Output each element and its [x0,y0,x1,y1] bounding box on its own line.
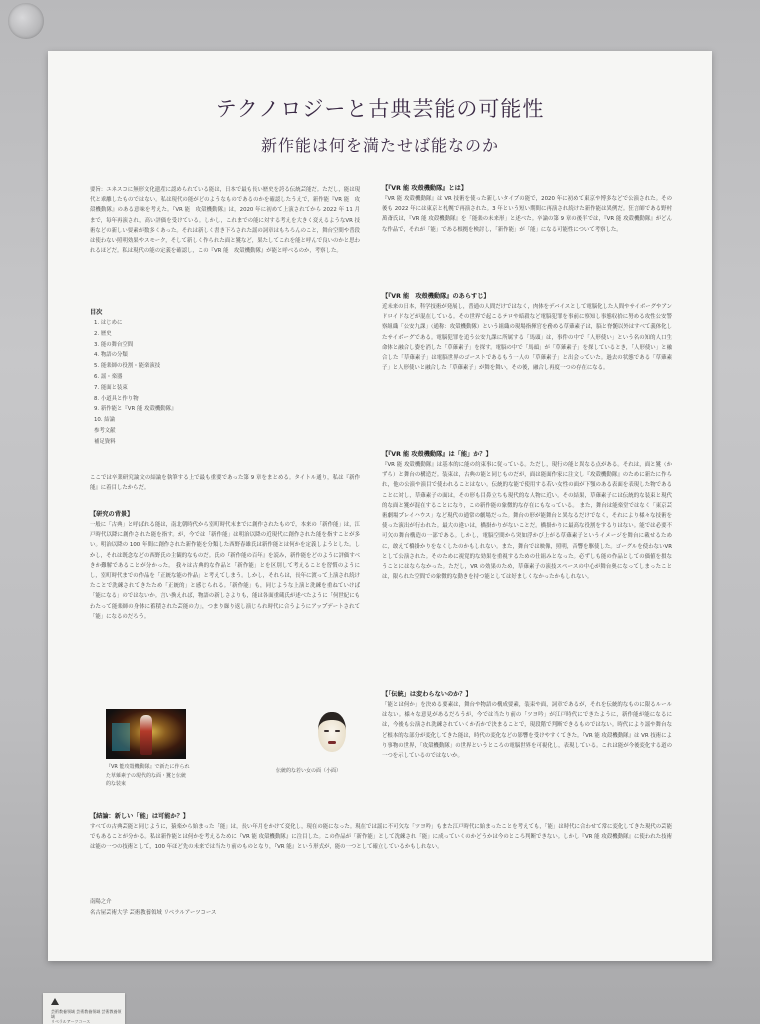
is-noh-heading: 【『VR 能 攻殻機動隊』は「能」か？】 [382,451,492,458]
wall-label-line1: 芸術教養領域 芸術教養領域 芸術教養領域 [51,1009,122,1019]
poster-subtitle: 新作能は何を満たせば能なのか [260,136,499,155]
background-section [90,509,360,622]
toc-heading: 目次 [90,309,103,316]
tradition-text: 「能とは何か」を決める要素は，舞台や物語の構成要素，装束や面，詞章であるが，それを伝統的なものに限るルールはない。様々な意見があるだろうが，今では当たり前の「ツヨ吟」が江戸時代にできたように，新作能が能になるには，今後も公演され洗練されていくか否かで決まることで，現段階で判断できるものではない。時代により謡や舞台など根本的な部分が変化してきた能は，時代の変化などの影響を受けやすくてきた。『VR 能 攻殻機動隊』は VR 技術により事物の世界，「攻殻機動隊」の世界というところの電脳世界を可視化し，表現している。これは能が今後変化する道の一つを示しているのではないか。 [382,702,672,760]
toc-item: 補足資料 [94,438,116,445]
vr-noh-photo-caption: 『VR 能攻殻機動隊』で新たに作られた草薙素子の現代的な面・鬘と伝統的な装束 [106,764,190,787]
wall-label [43,993,125,1024]
logo-icon [51,998,59,1005]
background-text: 一般に「古典」と呼ばれる能は，南北朝時代から室町時代末までに創作されたもので，本来の「新作能」は，江戸時代以降に創作された能を指す。が，今では「新作能」は明治以降の近現代に創作された能を指すことが多い。明治以降の 100 年間に創作された新作能を分類した西野春雄氏は新作能とは何かを定義しようとした。しかし，それは既念などの西野氏の主観的なものだ。氏の『新作能の百年』を読み，新作能をどのように評価すべきか難解であることが分かった。 我々は古典的な作品と「新作能」とを区別して考えることを習慣のようにし，室町時代までの作品を「正統な能の作品」と考えてしまう。しかし，それらは，長年に渡って上演され続けたことで洗練されてきたため「正統的」と感じられる。「新作能」も，同じような上演と洗練を重ねていけば「能になる」のではないか。言い換えれば，物語の新しさよりも，能は各面重蔵氏が述べたように「何世紀にもわたって能楽師の身体に蓄積された芸能の力」，つまり繰り返し演じられ時代に合うようにアップデートされて「能」になるのだろう。 [90,522,360,620]
toc-item: 10. 結論 [94,417,116,424]
author-name: 南陽之介 [90,899,112,905]
tradition-heading: 【「伝統」は変わらないのか？】 [382,691,472,698]
background-heading: 【研究の背景】 [90,511,134,518]
vr-synopsis-section [382,291,672,373]
poster [48,51,712,961]
toc-item: 9. 新作能と『VR 能 攻殻機動隊』 [94,406,177,413]
toc-item: 2. 歴史 [94,330,112,337]
poster-title: テクノロジーと古典芸能の可能性 [215,97,545,121]
toc-item: 4. 物語の分類 [94,352,128,359]
vr-about-section [382,183,672,235]
intro-text: ここでは卒業研究論文の結論を執筆する上で最も重要であった第 9 章をまとめる。タイトル通り，私は『新作能』に着目したからだ。 [90,475,360,492]
conclusion-heading: 【結論：新しい「能」は可能か？】 [90,813,189,820]
koomote-mask-caption: 伝統的な若い女の面（小面） [276,768,342,774]
wall-label-line2: リベラルアーツコース [51,1019,91,1024]
vr-about-text: 『VR 能 攻殻機動隊』は VR 技術を使った新しいタイプの能で，2020 年に初めて東京や博多などで公演された。その後も 2022 年には東京と札幌で再演された。3 年という短い期間に再演され続けた新作能は異例だ。狂言師である野村萬斎氏は，『VR 能 攻殻機動隊』を「能楽の未来形」と述べた。卒論の第 9 章の後半では，『VR 能 攻殻機動隊』がどんな作品で，それが「能」である根拠を検討し，「新作能」が「能」になる可能性について考察した。 [382,196,672,233]
toc-item: 5. 能楽師の役割・能楽演技 [94,363,161,370]
abstract-text: 要旨：ユネスコに無形文化遺産に認められている能は，日本で最も長い歴史を誇る伝統芸能だ。ただし，能は現代と乖離したものではない。私は現代の能がどのようなものであるのかを確認したうえで，新作能『VR 能 攻殻機動隊』のある意味を考えた。『VR 能 攻殻機動隊』は，2020 年に初めて上演されてから 2022 年 11 月まで，毎年再演され，高い評価を受けている。しかし，これまでの能に対する考えを大きく変えるようなVR 技術などの新しい要素が数多くあった。それは新しく書き下ろされた謡の詞章はもちろんのこと，舞台空間や普段は使わない照明効果やスモーク，そして新しく作られた面と鬘など，果たしてこれを能と呼んで良いのかと思われるほどだ。私は現代の能の定義を確認し，この『VR 能 攻殻機動隊』が能と呼べるのか，考察した。 [90,187,360,255]
koomote-mask-photo [314,703,350,761]
toc-list [90,318,230,448]
vr-noh-photo [106,709,186,759]
toc-item: 1. はじめに [94,320,123,326]
wall-screw [8,3,44,39]
toc-item: 3. 能の舞台空間 [94,341,134,348]
toc-section [90,307,230,448]
is-noh-section [382,449,672,582]
author-block [90,897,216,919]
tradition-section [382,689,672,761]
conclusion-section [90,811,672,853]
is-noh-text: 『VR 能 攻殻機動隊』は基本的に能の約束事に従っている。ただし，現行の能と異なる点がある。それは，面と鬘（かずら）と舞台の構造だ。装束は，古典の能と同じものだが，面は能面作家に注文し『攻殻機動隊』のために新たに作られ，他の公演や演目で使われることはない。伝統的な能で使用する若い女性の面が下顎のある表面を表現した物であることに対し，草薙素子の面は，その形も目鼻立ちも現代的な人物に近い。その結果，草薙素子には伝統的な装束と現代的な面と鬘が混在することになり，この新作能の象徴的な存在にもなっている。 また，舞台は能楽堂ではなく「東京芸術劇場プレイハウス」など現代の通常の劇場だった。舞台の形が能舞台と異なるだけでなく，それにより様々な技術を使った演出が行われた。最大の違いは，橋掛かりがないことだ。橋掛かりに最高な役割をするりはない。能では必要不可欠の舞台構造の一部である。しかし，電脳空間から突如浮かび上がる草薙素子というイメージを舞台に載せるために，敢えて橋掛かりをなくしたのかもしれない。また，舞台では映像，照明，音響を駆使した。ゴーグルを使わないVR として公演された。そのために視覚的な効果を重視するための仕組みとなった。必ずしも能の作品としての価値を損なうことにはならなかった。ただし，VR の効果のため，草薙素子の演技スペースの中心が舞台奥になってしまったことは，限られた空間での象徴的な動きを持つ能としては好ましくなかったかもしれない。 [382,462,672,581]
toc-item: 6. 謡・楽器 [94,373,123,380]
vr-about-heading: 【『VR 能 攻殻機動隊』とは】 [382,185,468,192]
toc-item: 7. 能面と装束 [94,384,128,391]
abstract-section [90,185,360,256]
conclusion-text: すべての古典芸能と同じように，猿楽から始まった「能」は，長い年月をかけて変化し，現在の能になった。現在では謡に不可欠な「ツヨ吟」もまた江戸時代に始まったことを考えても，「能」は時代に合わせて常に変化してきた現代の芸能でもあることが分かる。私は新作能とは何かを考えるために『VR 能 攻殻機動隊』に注目した。この作品が「新作能」として洗練され「能」に成っていくのかどうかは今のところ判断できない。しかし『VR 能 攻殻機動隊』に使われた技術は能の一つの技術として，100 年ほど先の未来では当たり前のものとなり，『VR 能』という形式が，能の一つとして確立しているかもしれない。 [90,824,672,851]
author-affiliation: 名古屋芸術大学 芸術教養領域 リベラルアーツコース [90,910,217,916]
vr-synopsis-heading: 【『VR 能 攻殻機動隊』のあらすじ】 [382,293,490,300]
toc-item: 8. 小道具と作り物 [94,395,139,402]
vr-synopsis-text: 近未来の日本，科学技術が発展し，普通の人間だけではなく，肉体をデバイスとして電脳化した人間やサイボーグやアンドロイドなどが混在している。その世界で起こるテロや暗殺など電脳犯罪を事前に察知し事態収拾に努める攻性公安警察組織「公安九課」（通称：攻殻機動隊）という組織の現場指揮官を務める草薙素子は，脳と脊髄以外はすべて義体化したサイボーグである。電脳犯罪を追う公安九課に所属する「馬頭」は，事件の中で「人形使い」という名の知的人口生命体と融合し姿を消した「草薙素子」を探す。電脳の中で「馬頭」が「草薙素子」を探しているとき，「人形使い」と融合した「草薙素子」は電脳世界のゴーストであるもう一人の「草薙素子」と出会っていた。過去の状態である「草薙素子」と人形使いと融合した「草薙素子」が舞を舞い，その後，融合し再度一つの存在になる。 [382,304,673,372]
toc-item: 参考文献 [94,427,116,434]
